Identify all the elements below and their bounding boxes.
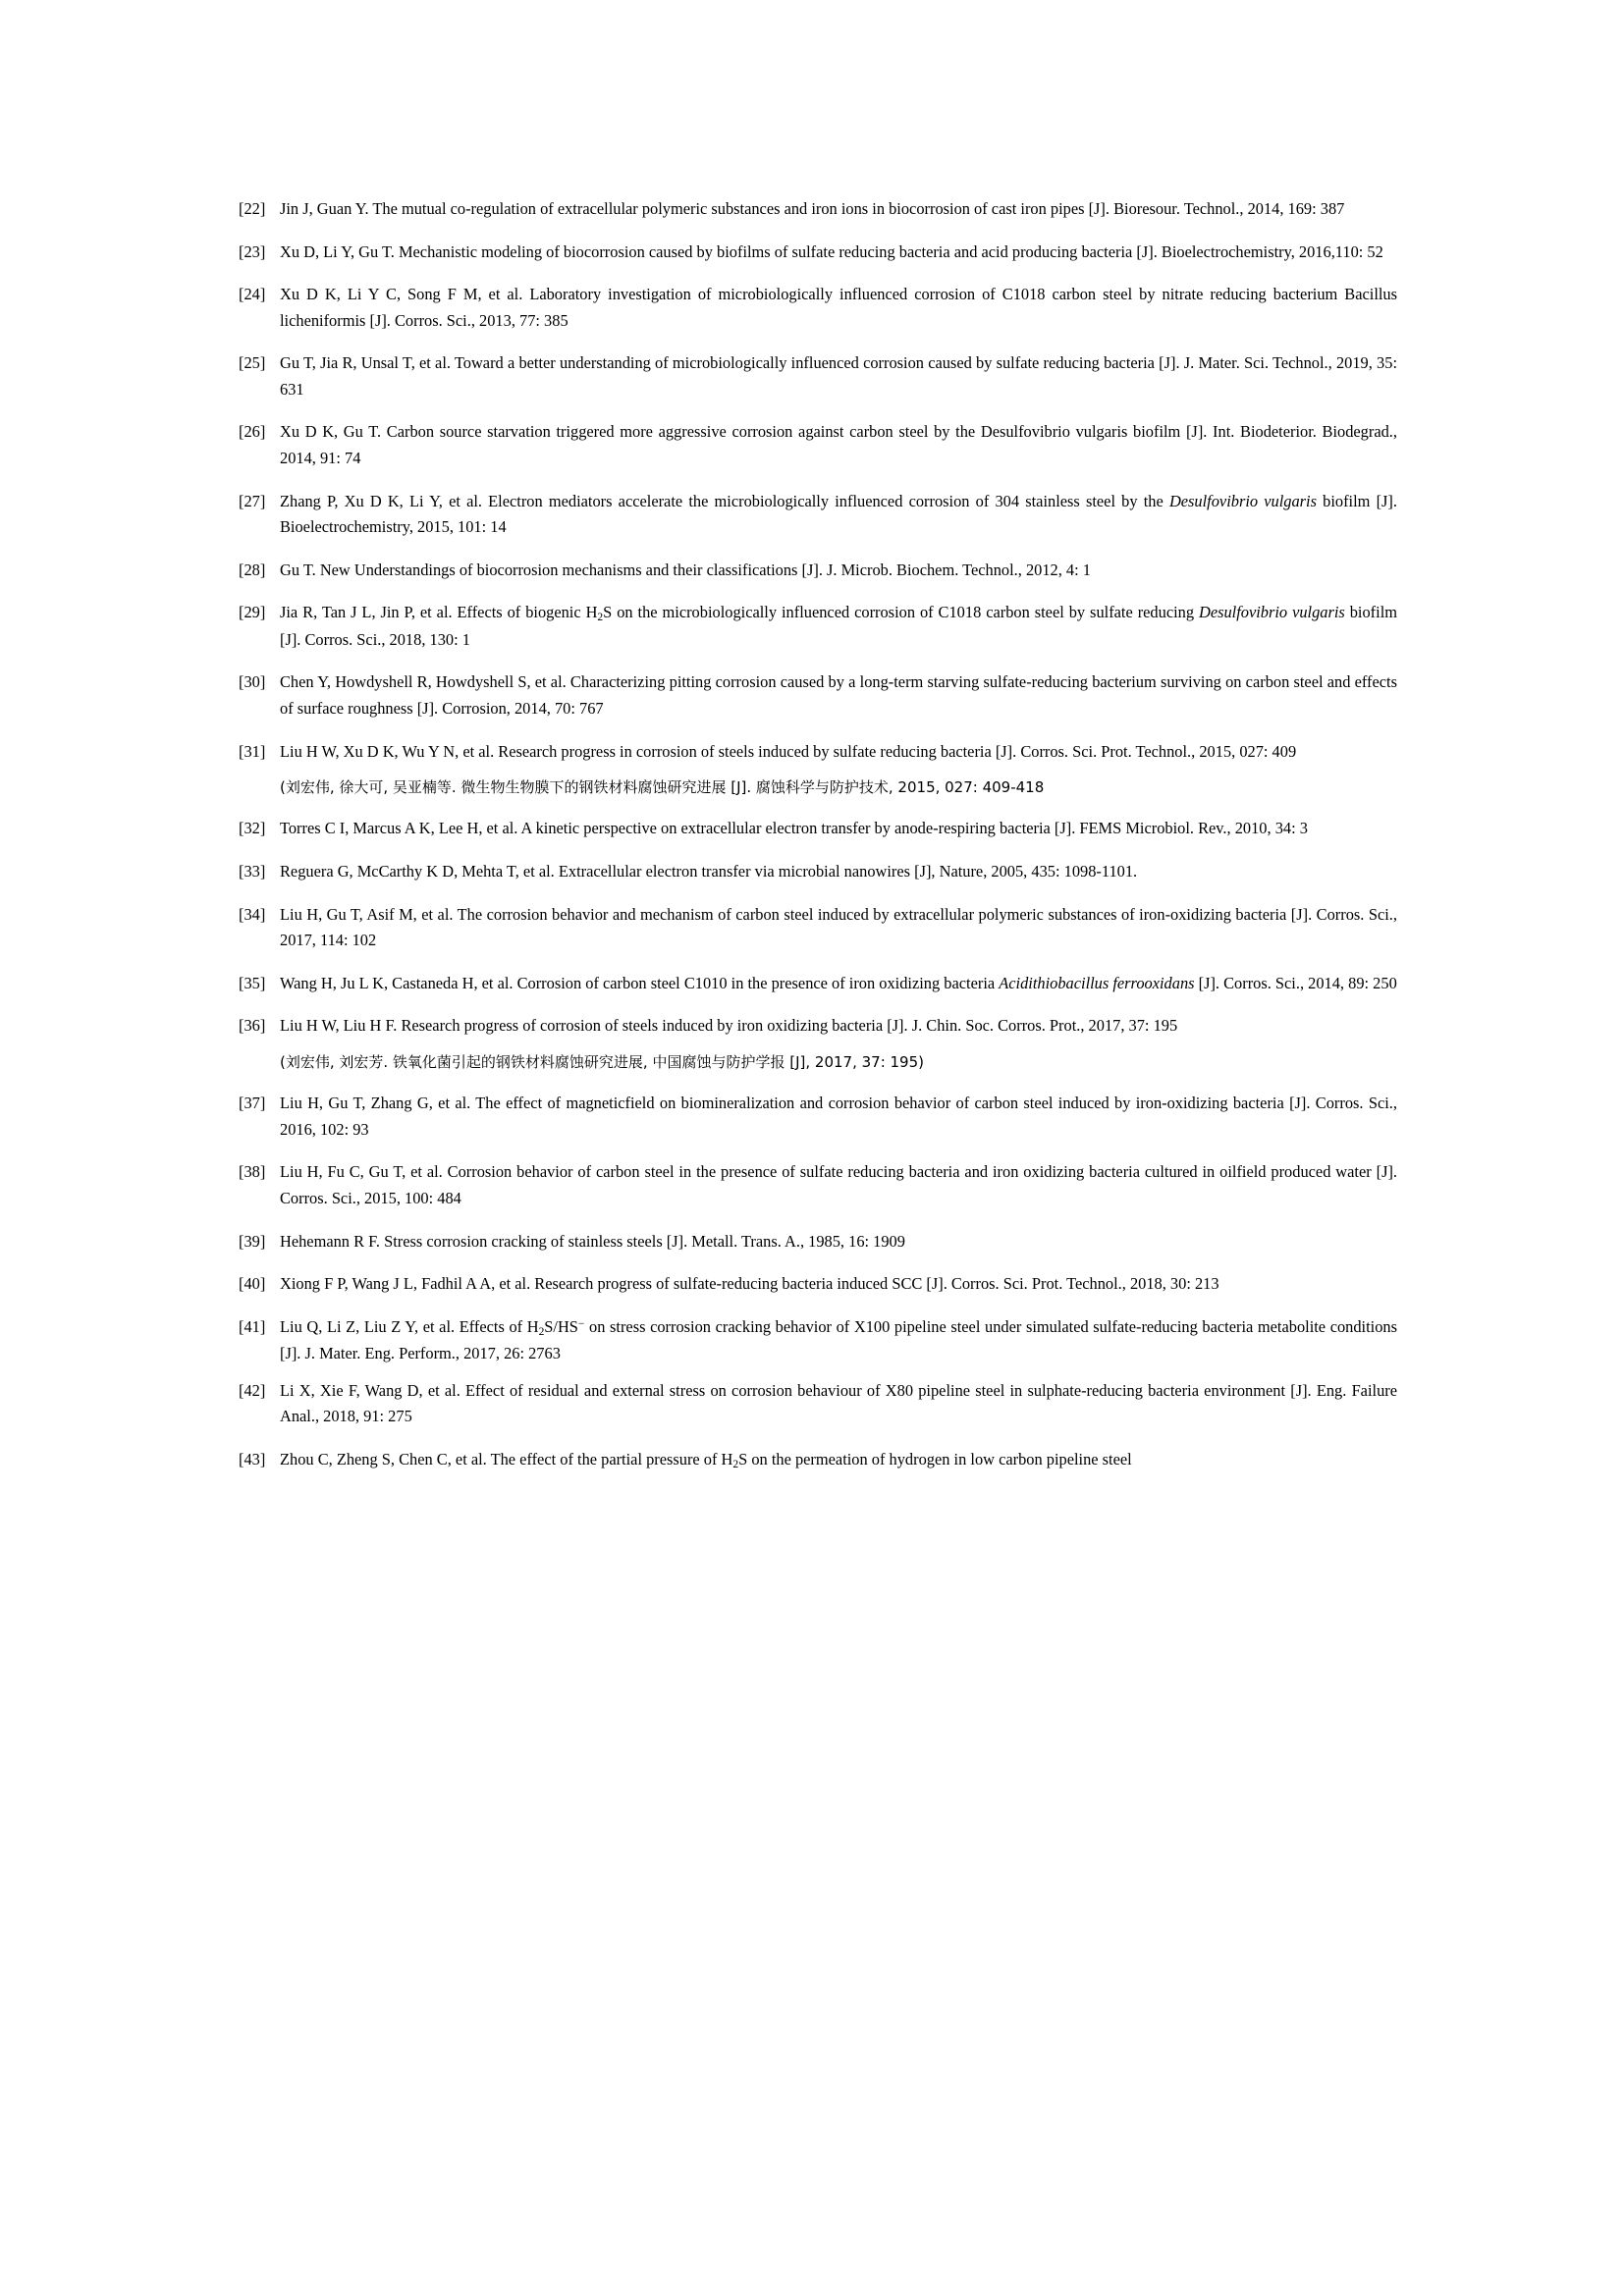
reference-text: Jia R, Tan J L, Jin P, et al. Effects of biogenic $H_2S$ on the microbiologically influenced corrosion of C1018 carbon steel by sulfate reducing Desulfovibrio vulgaris biofilm [J]. Corros. Sci., 2018, 130: 1 [280,603,1398,649]
reference-text: Liu H W, Xu D K, Wu Y N, et al. Research progress in corrosion of steels induced by sulfate reducing bacteria [J]. Corros. Sci. Prot. Technol., 2015, 027: 409 [280,741,1297,761]
reference-entry [239,558,1397,584]
reference-number: [24] [239,285,266,304]
reference-number: [34] [239,904,266,924]
reference-number: [33] [239,862,266,881]
reference-entry [239,489,1397,541]
reference-number: [28] [239,560,266,579]
reference-text: Wang H, Ju L K, Castaneda H, et al. Corrosion of carbon steel C1010 in the presence of iron oxidizing bacteria Acidithiobacillus ferrooxidans [J]. Corros. Sci., 2014, 89: 250 [280,973,1397,992]
reference-number: [26] [239,422,266,442]
reference-entry [239,240,1397,266]
reference-text: Liu H W, Liu H F. Research progress of corrosion of steels induced by iron oxidizing bacteria [J]. J. Chin. Soc. Corros. Prot., 2017, 37: 195 [280,1016,1178,1036]
reference-number: [36] [239,1016,266,1036]
reference-number: [42] [239,1380,266,1400]
reference-text: Li X, Xie F, Wang D, et al. Effect of residual and external stress on corrosion behaviour of X80 pipeline steel in sulphate-reducing bacteria environment [J]. Eng. Failure Anal., 2018, 91: 275 [280,1380,1397,1426]
reference-entry [239,971,1397,997]
reference-entry [239,1314,1397,1367]
reference-entry [239,816,1397,842]
reference-number: [39] [239,1231,266,1251]
reference-entry [239,1271,1397,1298]
reference-text: Torres C I, Marcus A K, Lee H, et al. A kinetic perspective on extracellular electron transfer by anode-respiring bacteria [J]. FEMS Microbiol. Rev., 2010, 34: 3 [280,819,1308,838]
reference-entry [239,1013,1397,1040]
reference-text: Xu D K, Li Y C, Song F M, et al. Laboratory investigation of microbiologically influenced corrosion of C1018 carbon steel by nitrate reducing bacterium Bacillus licheniformis [J]. Corros. Sci., 2013, 77: 385 [280,285,1397,330]
reference-text: Xu D K, Gu T. Carbon source starvation triggered more aggressive corrosion against carbon steel by the Desulfovibrio vulgaris biofilm [J]. Int. Biodeterior. Biodegrad., 2014, 91: 74 [280,422,1397,468]
reference-number: [29] [239,603,266,622]
reference-text: Liu H, Fu C, Gu T, et al. Corrosion behavior of carbon steel in the presence of sulfate reducing bacteria and iron oxidizing bacteria cultured in oilfield produced water [J]. Corros. Sci., 2015, 100: 484 [280,1162,1397,1207]
reference-text: Liu H, Gu T, Asif M, et al. The corrosion behavior and mechanism of carbon steel induced by extracellular polymeric substances of iron-oxidizing bacteria [J]. Corros. Sci., 2017, 114: 102 [280,904,1397,950]
reference-number: [23] [239,241,266,261]
reference-entry [239,1229,1397,1255]
reference-list [239,196,1397,1507]
reference-entry [239,669,1397,721]
reference-number: [41] [239,1316,266,1336]
reference-text: Liu Q, Li Z, Liu Z Y, et al. Effects of $H_2S/HS^-$ on stress corrosion cracking behavior of X100 pipeline steel under simulated sulfate-reducing bacteria metabolite conditions [J]. J. Mater. Eng. Perform., 2017, 26: 2763 [280,1316,1397,1363]
reference-number: [30] [239,672,266,692]
reference-text: Zhou C, Zheng S, Chen C, et al. The effect of the partial pressure of $H_2S$ on the permeation of hydrogen in low carbon pipeline steel [280,1449,1132,1470]
reference-entry [239,1378,1397,1430]
reference-entry [239,739,1397,766]
reference-number: [25] [239,353,266,373]
reference-number: [22] [239,199,266,218]
reference-text: Xiong F P, Wang J L, Fadhil A A, et al. Research progress of sulfate-reducing bacteria induced SCC [J]. Corros. Sci. Prot. Technol., 2018, 30: 213 [280,1274,1219,1294]
reference-text: Hehemann R F. Stress corrosion cracking of stainless steels [J]. Metall. Trans. A., 1985, 16: 1909 [280,1231,905,1251]
reference-text: Liu H, Gu T, Zhang G, et al. The effect of magneticfield on biomineralization and corrosion behavior of carbon steel induced by iron-oxidizing bacteria [J]. Corros. Sci., 2016, 102: 93 [280,1094,1397,1139]
reference-entry [239,282,1397,334]
reference-number: [40] [239,1274,266,1294]
reference-number: [31] [239,741,266,761]
reference-entry [239,196,1397,223]
reference-entry [239,1447,1397,1473]
reference-text: Reguera G, McCarthy K D, Mehta T, et al. Extracellular electron transfer via microbial nanowires [J], Nature, 2005, 435: 1098-1101. [280,862,1138,881]
reference-text: Gu T. New Understandings of biocorrosion mechanisms and their classifications [J]. J. Microb. Biochem. Technol., 2012, 4: 1 [280,560,1091,579]
reference-text: Gu T, Jia R, Unsal T, et al. Toward a better understanding of microbiologically influenced corrosion caused by sulfate reducing bacteria [J]. J. Mater. Sci. Technol., 2019, 35: 631 [280,353,1397,399]
reference-entry [239,350,1397,402]
reference-entry [239,902,1397,954]
reference-text: Chen Y, Howdyshell R, Howdyshell S, et al. Characterizing pitting corrosion caused by a long-term starving sulfate-reducing bacterium surviving on carbon steel and effects of surface roughness [J]. Corrosion, 2014, 70: 767 [280,672,1397,718]
reference-number: [32] [239,819,266,838]
reference-text: Zhang P, Xu D K, Li Y, et al. Electron mediators accelerate the microbiologically influenced corrosion of 304 stainless steel by the Desulfovibrio vulgaris biofilm [J]. Bioelectrochemistry, 2015, 101: 14 [280,491,1397,537]
reference-text: Xu D, Li Y, Gu T. Mechanistic modeling of biocorrosion caused by biofilms of sulfate reducing bacteria and acid producing bacteria [J]. Bioelectrochemistry, 2016,110: 52 [280,241,1383,261]
reference-entry [239,1159,1397,1211]
reference-number: [27] [239,491,266,510]
reference-text: Jin J, Guan Y. The mutual co-regulation of extracellular polymeric substances and iron ions in biocorrosion of cast iron pipes [J]. Bioresour. Technol., 2014, 169: 387 [280,199,1345,218]
reference-number: [35] [239,973,266,992]
reference-text-chinese: (刘宏伟, 刘宏芳. 铁氧化菌引起的钢铁材料腐蚀研究进展, 中国腐蚀与防护学报 [J], 2017, 37: 195) [280,1052,924,1071]
reference-entry [239,600,1397,653]
reference-text-chinese: (刘宏伟, 徐大可, 吴亚楠等. 微生物生物膜下的钢铁材料腐蚀研究进展 [J]. 腐蚀科学与防护技术, 2015, 027: 409-418 [280,778,1045,797]
reference-entry [239,1091,1397,1143]
reference-number: [43] [239,1449,266,1468]
reference-entry [239,419,1397,471]
reference-entry [239,859,1397,885]
reference-number: [37] [239,1094,266,1113]
reference-number: [38] [239,1162,266,1182]
